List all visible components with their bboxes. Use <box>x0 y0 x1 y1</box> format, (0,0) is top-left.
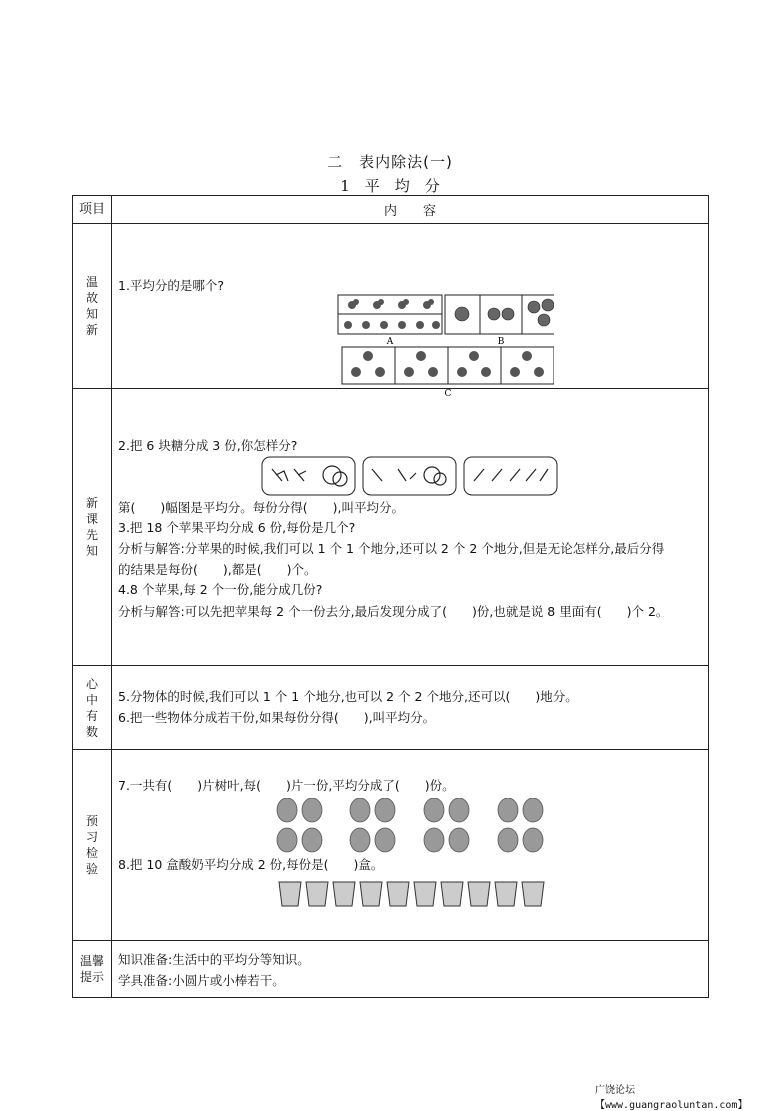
footer-watermark: 广饶论坛【www.guangraoluntan.com】 <box>595 1085 748 1111</box>
question-3-analysis-1: 分析与解答:分苹果的时候,我们可以 1 个 1 个地分,还可以 2 个 2 个地分,但是无论怎样分,最后分得 <box>118 541 665 556</box>
row-mind <box>73 666 709 750</box>
row-tips <box>73 941 709 998</box>
label-review: 温故知新 <box>85 275 98 337</box>
page-subtitle: 1 平 均 分 <box>340 177 440 195</box>
question-8: 8.把 10 盒酸奶平均分成 2 份,每份是( )盒。 <box>118 857 384 872</box>
question-5: 5.分物体的时候,我们可以 1 个 1 个地分,也可以 2 个 2 个地分,还可以( )地分。 <box>118 689 578 704</box>
option-b-label: B <box>497 337 505 347</box>
row-new <box>73 389 709 666</box>
question-7: 7.一共有( )片树叶,每( )片一份,平均分成了( )份。 <box>118 778 455 793</box>
leaves-figure <box>272 798 572 858</box>
question-2: 2.把 6 块糖分成 3 份,你怎样分? <box>118 438 298 453</box>
yogurt-figure <box>277 878 547 910</box>
question-6: 6.把一些物体分成若干份,如果每份分得( ),叫平均分。 <box>118 710 436 725</box>
leaf-icon <box>277 798 543 852</box>
question-2-fill: 第( )幅图是平均分。每份分得( ),叫平均分。 <box>118 500 404 515</box>
q1-figure <box>294 292 554 402</box>
question-4: 4.8 个苹果,每 2 个一份,能分成几份? <box>118 582 323 597</box>
candy-icon <box>272 466 548 486</box>
label-tips: 温馨提示 <box>79 954 104 984</box>
label-new: 新课先知 <box>85 496 98 558</box>
label-preview: 预习检验 <box>85 814 98 876</box>
column-header-item: 项目 <box>73 196 112 224</box>
row-preview <box>73 750 709 941</box>
column-header-content: 内 容 <box>112 196 709 224</box>
tip-tools: 学具准备:小圆片或小棒若干。 <box>118 973 285 988</box>
label-mind: 心中有数 <box>85 676 98 739</box>
option-a-label: A <box>386 337 394 347</box>
question-1: 1.平均分的是哪个? <box>118 278 225 293</box>
page-title: 二 表内除法(一) <box>327 153 453 171</box>
yogurt-cup-icon <box>279 882 544 906</box>
row-review <box>73 224 709 389</box>
option-c-label: C <box>444 389 452 399</box>
tip-knowledge: 知识准备:生活中的平均分等知识。 <box>118 952 310 967</box>
watermelon-icon <box>455 299 554 326</box>
table-header-row <box>73 196 709 224</box>
candy-figure <box>260 455 560 499</box>
question-3: 3.把 18 个苹果平均分成 6 份,每份是几个? <box>118 520 356 535</box>
question-3-analysis-2: 的结果是每份( ),都是( )个。 <box>118 562 317 577</box>
worksheet-table <box>72 195 709 998</box>
question-4-analysis: 分析与解答:可以先把苹果每 2 个一份去分,最后发现分成了( )份,也就是说 8 里面有( )个 2。 <box>118 604 669 619</box>
